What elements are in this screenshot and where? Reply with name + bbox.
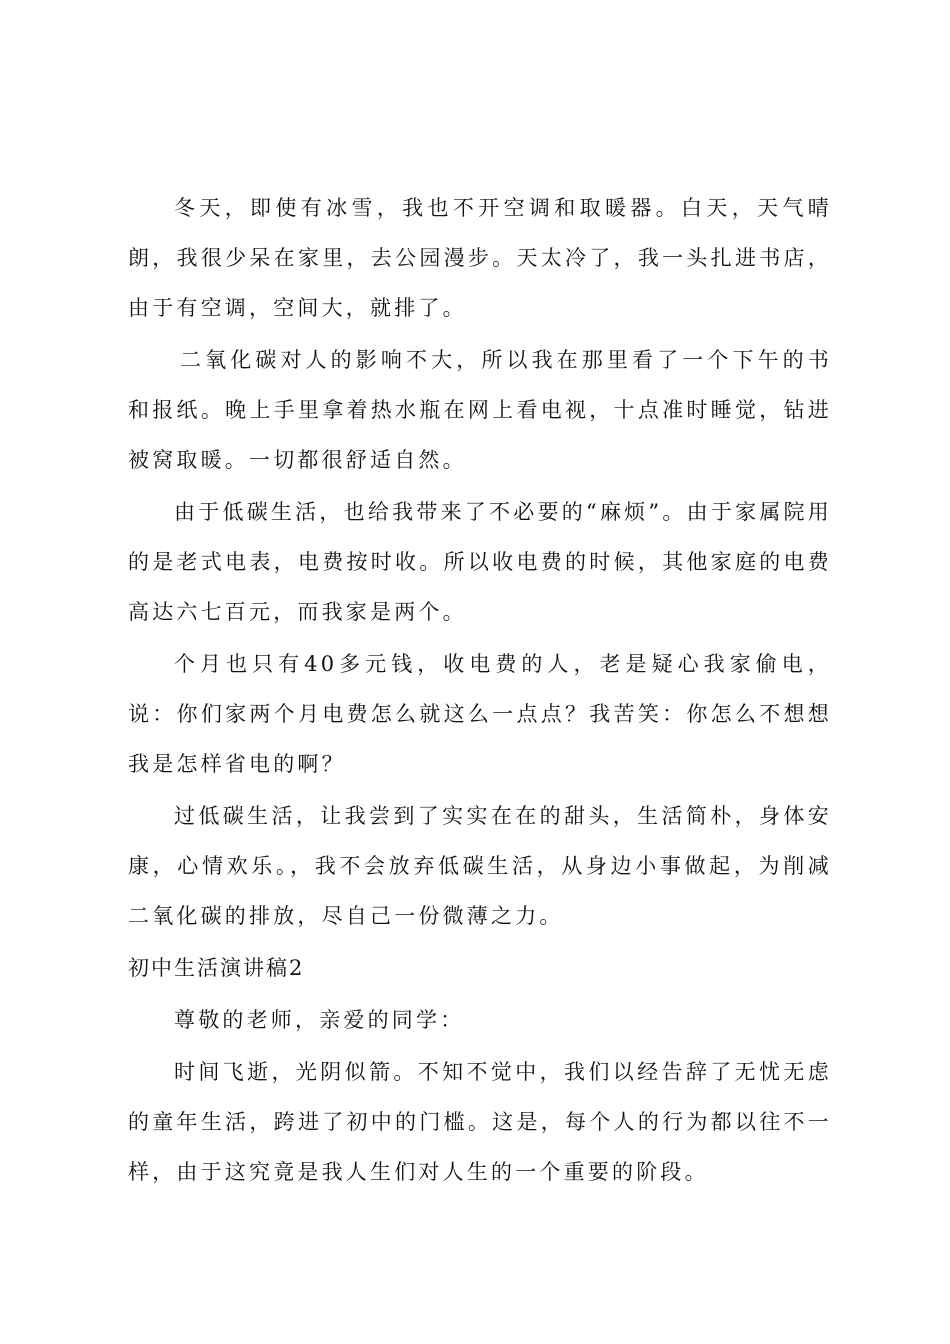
paragraph-conclusion: 过低碳生活，让我尝到了实实在在的甜头，生活简朴，身体安康，心情欢乐。，我不会放弃低碳生活，从身边小事做起，为削减二氧化碳的排放，尽自己一份微薄之力。 xyxy=(128,804,832,928)
section-title: 初中生活演讲稿2 xyxy=(128,956,305,980)
paragraph-winter: 冬天，即使有冰雪，我也不开空调和取暖器。白天，天气晴朗，我很少呆在家里，去公园漫步。天太冷了，我一头扎进书店，由于有空调，空间大，就排了。 xyxy=(128,196,832,320)
paragraph-trouble: 由于低碳生活，也给我带来了不必要的“麻烦”。由于家属院用的是老式电表，电费按时收。所以收电费的时候，其他家庭的电费高达六七百元，而我家是两个。 xyxy=(128,500,832,624)
document-body xyxy=(128,183,832,1199)
paragraph-electricity-bill: 个月也只有40多元钱，收电费的人，老是疑心我家偷电，说：你们家两个月电费怎么就这么一点点？我苦笑：你怎么不想想我是怎样省电的啊？ xyxy=(128,652,832,776)
paragraph-opening: 时间飞逝，光阴似箭。不知不觉中，我们以经告辞了无忧无虑的童年生活，跨进了初中的门槛。这是，每个人的行为都以往不一样，由于这究竟是我人生们对人生的一个重要的阶段。 xyxy=(128,1060,832,1184)
paragraph-bookstore: 二氧化碳对人的影响不大，所以我在那里看了一个下午的书和报纸。晚上手里拿着热水瓶在网上看电视，十点准时睡觉，钻进被窝取暖。一切都很舒适自然。 xyxy=(128,348,832,472)
greeting: 尊敬的老师，亲爱的同学： xyxy=(174,1008,465,1032)
